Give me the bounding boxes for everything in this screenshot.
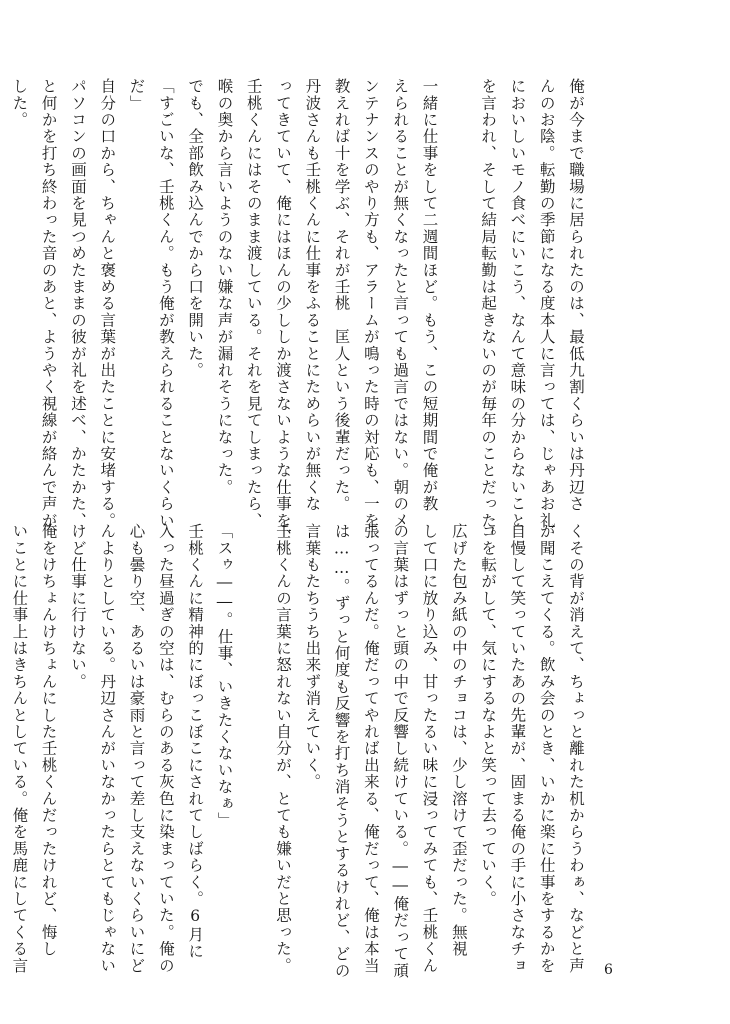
upper-text-line: 「すごいな、壬桃くん。もう俺が教えられることないくらい (156, 78, 175, 529)
lower-text-line: 自慢して笑っていたあの先輩が、固まる俺の手に小さなチョ (508, 523, 527, 974)
upper-text-block (10, 78, 590, 546)
upper-text-line: 自分の口から、ちゃんと褒める言葉が出たことに安堵する。 (98, 78, 117, 529)
upper-text-line: んのお陰。転勤の季節になる度本人に言っては、じゃあお礼 (537, 78, 556, 529)
upper-text-line: ンテナンスのやり方も、アラームが鳴った時の対応も、一を (361, 78, 380, 529)
lower-text-line: 入った昼過ぎの空は、むらのある灰色に染まっていた。俺の (156, 523, 175, 974)
upper-text-line: 教えれば十を学ぶ、それが壬桃 匡人という後輩だった。 (332, 78, 351, 513)
upper-text-line: においしいモノ食べにいこう、なんて意味の分からないこと (508, 78, 527, 529)
lower-text-line: 心も曇り空、あるいは豪雨と言って差し支えないくらいにど (127, 523, 146, 974)
upper-text-line: えられることが無くなったと言っても過言ではない。朝のメ (391, 78, 410, 529)
upper-text-line: を言われ、そして結局転勤は起きないのが毎年のことだった。 (479, 78, 498, 546)
upper-text-line: 丹波さんも壬桃くんに仕事をふることにためらいが無くな (303, 78, 322, 513)
upper-text-line: ってきていて、俺にはほんの少ししか渡さないような仕事を、 (274, 78, 293, 546)
upper-text-line (0, 78, 4, 514)
lower-text-line: くその背が消えて、ちょっと離れた机からうわぁ、などと声 (567, 523, 585, 974)
lower-text-line: が聞こえてくる。飲み会のとき、いかに楽に仕事をするかを (537, 523, 556, 974)
upper-text-line: だ」 (127, 78, 146, 112)
lower-text-line: 俺をけちょんけちょんにした壬桃くんだったけれど、悔し (39, 523, 58, 958)
upper-text-line: 俺が今まで職場に居られたのは、最低九割くらいは丹辺さ (567, 78, 585, 513)
lower-text-line: 言葉もたちうち出来ず消えていく。 (303, 523, 322, 791)
lower-text-blank-line (238, 523, 267, 959)
lower-text-line: 壬桃くんに精神的にぼっこぼこにされてしばらく。6月に (186, 523, 205, 960)
lower-text-line: コを転がして、気にするなよと笑って去っていく。 (479, 523, 498, 908)
upper-text-line: と何かを打ち終わった音のあと、ようやく視線が絡んで声が (39, 78, 58, 529)
lower-text-line: の言葉はずっと頭の中で反響し続けている。――俺だって頑 (391, 523, 410, 979)
page-number: 6 (604, 962, 613, 978)
lower-text-line: 広げた包み紙の中のチョコは、少し溶けて歪だった。無視 (449, 523, 468, 958)
upper-text-line: でも、全部飲み込んでから口を開いた。 (186, 78, 205, 379)
lower-text-line: いことに仕事上はきちんとしている。俺を馬鹿にしてくる言 (10, 523, 29, 974)
upper-text-line: 一緒に仕事をして二週間ほど。もう、この短期間で俺が教 (420, 78, 439, 513)
upper-text-line: した。 (10, 78, 29, 129)
lower-text-line: 張ってるんだ。俺だってやれば出来る、俺だって、俺は本当 (361, 523, 380, 974)
lower-text-line: んよりとしている。丹辺さんがいなかったらとてもじゃない (98, 523, 117, 974)
lower-text-block (10, 523, 590, 979)
upper-text-line: 喉の奥から言いようのない嫌な声が漏れそうになった。 (215, 78, 234, 496)
upper-text-line: パソコンの画面を見つめたままの彼が礼を述べ、かたかた、 (68, 78, 87, 529)
lower-text-line: 壬桃くんの言葉に怒れない自分が、とても嫌いだと思った。 (274, 523, 293, 974)
upper-text-line: 壬桃くんにはそのまま渡している。それを見てしまったら、 (244, 78, 263, 529)
upper-text-blank-line (444, 78, 473, 514)
lower-text-line: は……。ずっと何度も反響を打ち消そうとするけれど、どの (332, 523, 351, 979)
lower-text-line: けど仕事に行けない。 (68, 523, 87, 690)
lower-text-line: 「スゥ――。仕事、いきたくないなぁ」 (215, 523, 234, 829)
lower-text-line: して口に放り込み、甘ったるい味に浸ってみても、壬桃くん (420, 523, 439, 974)
